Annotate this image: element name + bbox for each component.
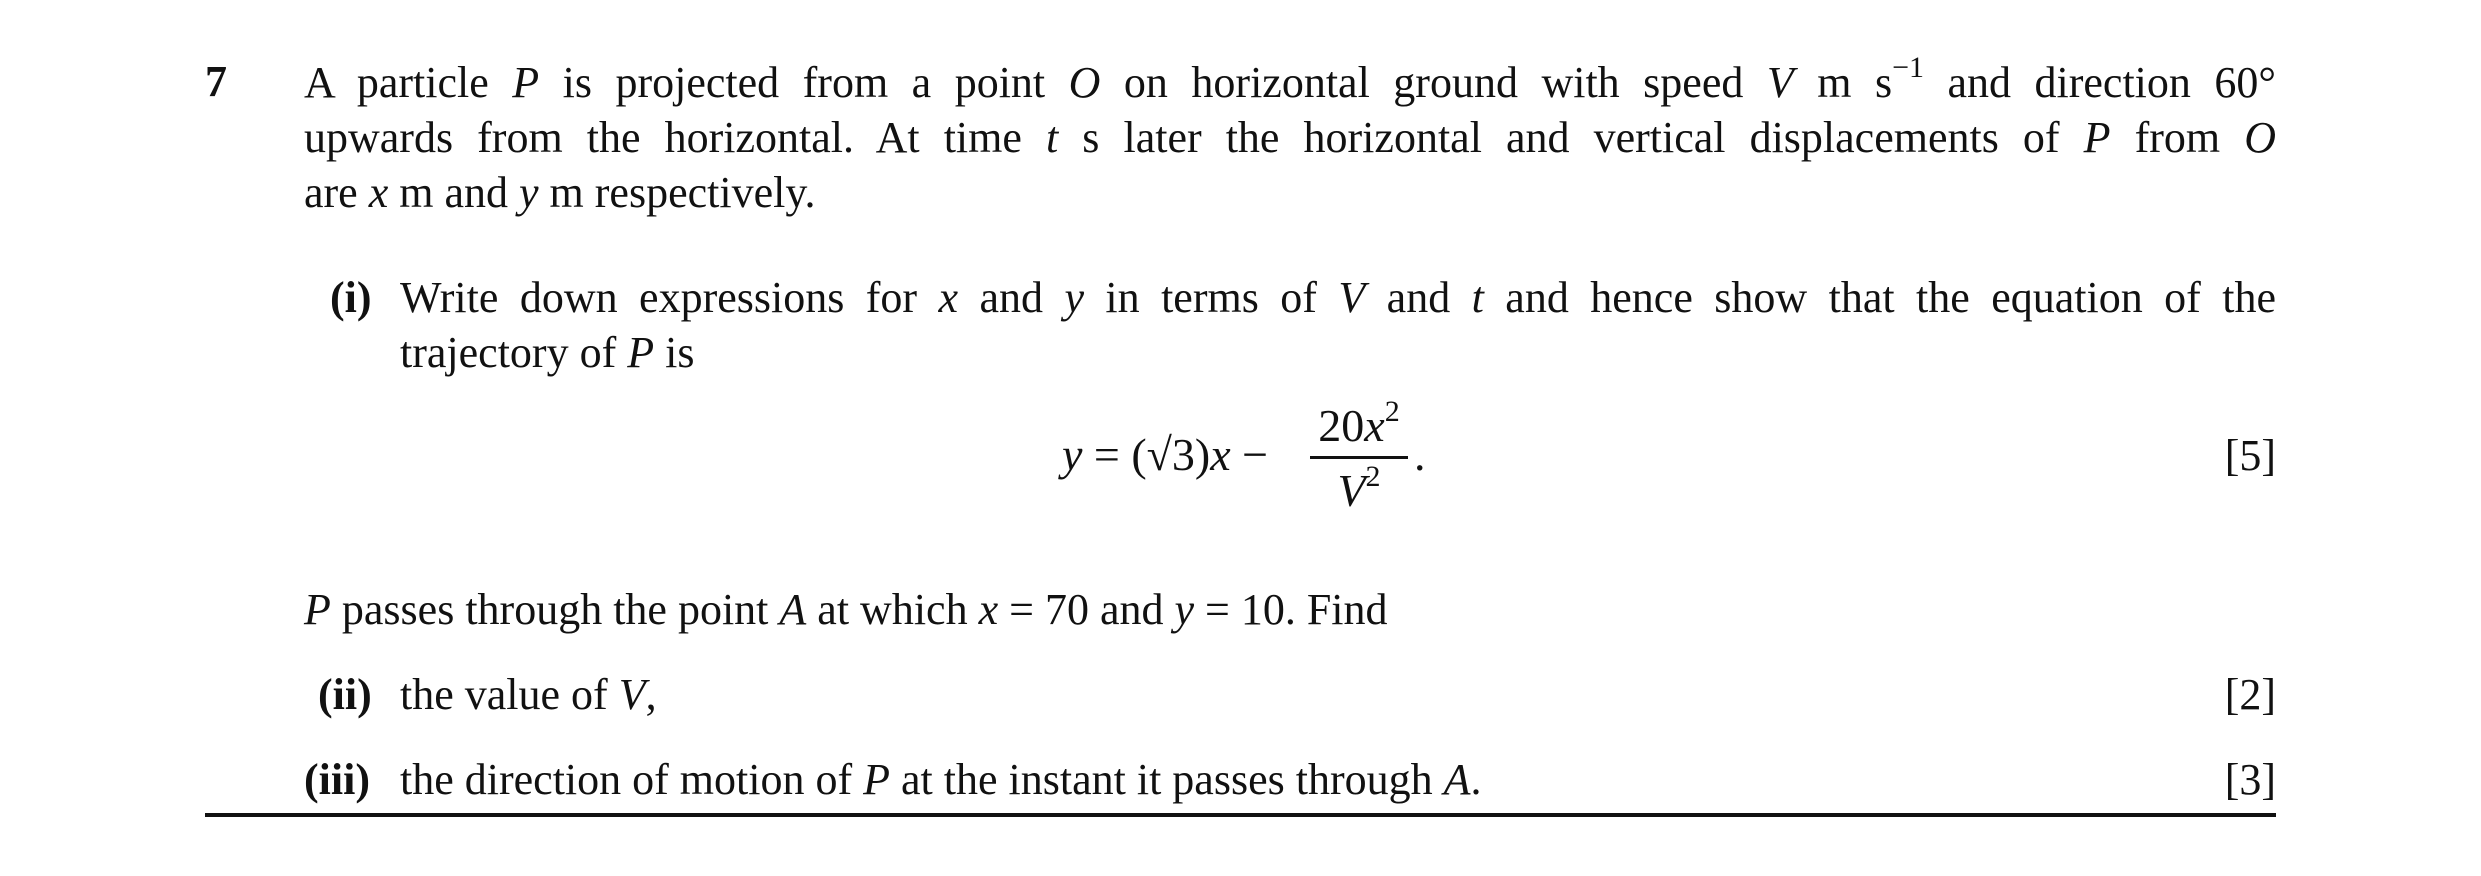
stem-line-1 [304, 51, 2276, 111]
equals-root3: = (√3) [1082, 429, 1211, 480]
var-a: A [779, 585, 807, 634]
text: from [2110, 113, 2245, 162]
text: m respectively. [538, 168, 816, 217]
part-ii-label: (ii) [318, 670, 372, 719]
text: and direction 60° [1924, 58, 2276, 107]
var-y: y [1064, 273, 1084, 322]
unit-exponent: −1 [1892, 51, 1924, 85]
unit: m s [1793, 58, 1893, 107]
text: is projected from a point [539, 58, 1069, 107]
text: at which [806, 585, 979, 634]
var-y: y [1062, 429, 1083, 480]
var-a: A [1443, 755, 1471, 804]
exponent: 2 [1365, 459, 1381, 493]
part-i-line-1 [400, 270, 2276, 326]
text: on horizontal ground with speed [1100, 58, 1767, 107]
part-ii-marks: [2] [2224, 670, 2276, 719]
part-iii-label: (iii) [304, 755, 370, 804]
text: = 10. Find [1194, 585, 1388, 634]
var-v: V [1766, 58, 1794, 107]
text: upwards from the horizontal. At time [304, 113, 1046, 162]
var-v: V [1337, 465, 1366, 516]
text: the direction of motion of [400, 755, 864, 804]
part-ii-text [400, 667, 657, 723]
var-p: P [863, 755, 891, 804]
text: in terms of [1083, 273, 1339, 322]
fraction-numerator [1310, 394, 1408, 454]
text: trajectory of [400, 328, 628, 377]
var-p: P [512, 58, 540, 107]
equation-period: . [1414, 429, 1426, 480]
part-iii-text [400, 752, 1482, 808]
var-p: P [2083, 113, 2111, 162]
text: passes through the point [330, 585, 780, 634]
stem-line-3 [304, 165, 815, 221]
bottom-rule [205, 813, 2276, 817]
text: the value of [400, 670, 619, 719]
equation-lhs [1062, 428, 1268, 481]
part-i-marks: [5] [2224, 431, 2276, 480]
fraction-bar [1310, 456, 1408, 459]
var-o: O [2244, 113, 2277, 162]
part-i-line-2 [400, 325, 694, 381]
var-t: t [1471, 273, 1484, 322]
text: , [645, 670, 657, 719]
text: and hence show that the equation of the [1483, 273, 2276, 322]
var-x: x [938, 273, 959, 322]
var-x: x [1210, 429, 1231, 480]
part-iii-marks: [3] [2224, 755, 2276, 804]
text: . [1470, 755, 1482, 804]
exponent: 2 [1384, 394, 1400, 428]
text: is [654, 328, 695, 377]
text: Write down expressions for [400, 273, 939, 322]
text: are [304, 168, 369, 217]
var-y: y [1174, 585, 1194, 634]
text: s later the horizontal and vertical displacements of [1058, 113, 2084, 162]
text: and [1365, 273, 1472, 322]
text: at the instant it passes through [890, 755, 1444, 804]
question-number: 7 [205, 57, 227, 106]
var-x: x [368, 168, 389, 217]
minus-sign: − [1230, 429, 1269, 480]
text: m and [388, 168, 520, 217]
var-o: O [1068, 58, 1101, 107]
stem-line-2 [304, 110, 2276, 166]
var-p: P [627, 328, 655, 377]
text: and [958, 273, 1065, 322]
var-y: y [519, 168, 539, 217]
text: A particle [304, 58, 513, 107]
given-point-line [304, 582, 1388, 638]
fraction [1310, 394, 1408, 519]
var-t: t [1045, 113, 1059, 162]
var-v: V [618, 670, 646, 719]
coefficient: 20 [1318, 400, 1365, 451]
var-x: x [978, 585, 999, 634]
var-v: V [1338, 273, 1366, 322]
var-x: x [1364, 400, 1385, 451]
part-i-label: (i) [330, 273, 372, 322]
var-p: P [304, 585, 331, 634]
text: = 70 and [998, 585, 1175, 634]
fraction-denominator [1310, 459, 1408, 519]
